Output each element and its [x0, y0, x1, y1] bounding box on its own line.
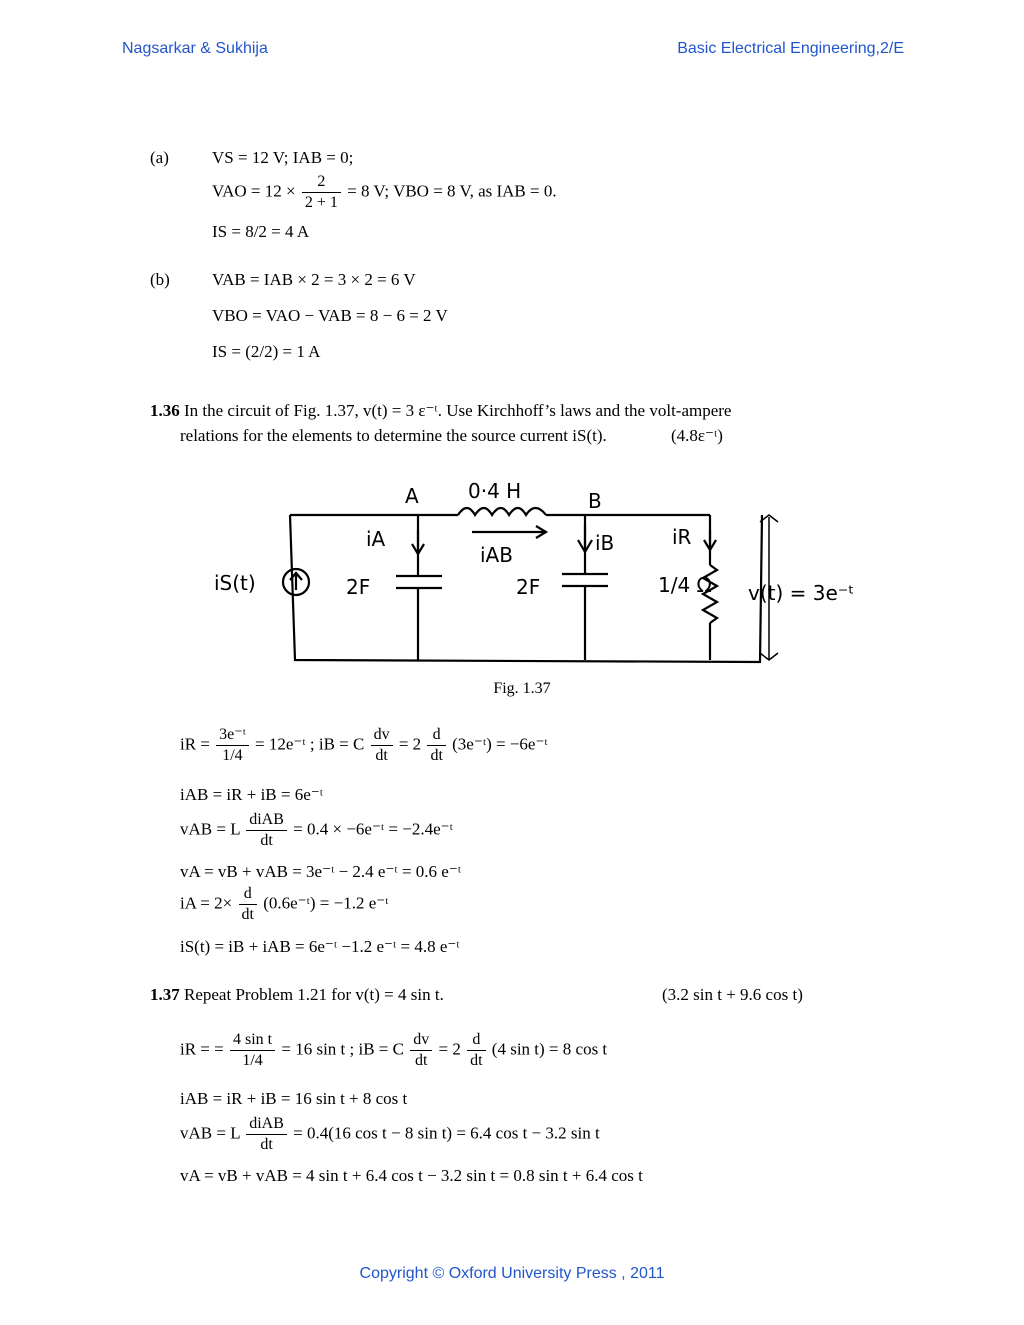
part-a-line3: IS = 8/2 = 4 A — [212, 222, 310, 241]
sol136-line3: vAB = L $\frac{\text{diAB}}{dt}$ = 0.4 × −6e⁻ᵗ = −2.4e⁻ᵗ — [180, 811, 453, 849]
part-a-line2: VAO = 12 × $\frac{2}{2 + 1}$ = 8 V; VBO = 8 V, as IAB = 0. — [212, 173, 557, 211]
sol137-line1: iR = = $\frac{\text{4 sin t}}{1/4}$ = 16 sin t ; iB = C $\frac{dv}{dt}$ = 2 $\frac{d}{dt}$ (4 sin t) = 8 cos t — [180, 1031, 608, 1069]
circuit-diagram — [200, 470, 880, 680]
problem-137: 1.37 Repeat Problem 1.21 for v(t) = 4 sin t. — [150, 985, 444, 1004]
i-b-label: iB — [595, 531, 615, 555]
sol136-line6: iS(t) = iB + iAB = 6e⁻ᵗ −1.2 e⁻ᵗ = 4.8 e⁻ᵗ — [180, 937, 460, 956]
resistor-label: 1/4 Ω — [658, 573, 712, 597]
part-a-label: (a) — [150, 148, 169, 167]
part-a-line1: VS = 12 V; IAB = 0; — [212, 148, 354, 167]
inductor-label: 0·4 H — [468, 479, 522, 503]
part-b-line1: VAB = IAB × 2 = 3 × 2 = 6 V — [212, 270, 416, 289]
sol136-line1: iR = $\frac{\text{3e⁻ᵗ}}{1/4}$ = 12e⁻ᵗ ; iB = C $\frac{dv}{dt}$ = 2 $\frac{d}{dt}$ (3e⁻ᵗ) = −6e⁻ᵗ — [180, 726, 548, 764]
header-book-title: Basic Electrical Engineering,2/E — [677, 40, 904, 57]
copyright-footer: Copyright © Oxford University Press , 2011 — [359, 1265, 665, 1282]
cap1-label: 2F — [346, 575, 371, 599]
i-a-label: iA — [366, 527, 386, 551]
sol137-line3: vAB = L $\frac{\text{diAB}}{dt}$ = 0.4(16 cos t − 8 sin t) = 6.4 cos t − 3.2 sin t — [180, 1115, 600, 1153]
header-author: Nagsarkar & Sukhija — [122, 40, 268, 57]
i-r-label: iR — [672, 525, 692, 549]
i-ab-label: iAB — [480, 543, 513, 567]
problem-137-answer: (3.2 sin t + 9.6 cos t) — [662, 985, 803, 1004]
sol137-line4: vA = vB + vAB = 4 sin t + 6.4 cos t − 3.2 sin t = 0.8 sin t + 6.4 cos t — [180, 1166, 643, 1185]
figure-caption: Fig. 1.37 — [493, 680, 551, 697]
node-a-label: A — [405, 484, 419, 508]
sol136-line4: vA = vB + vAB = 3e⁻ᵗ − 2.4 e⁻ᵗ = 0.6 e⁻ᵗ — [180, 862, 462, 881]
sol137-line2: iAB = iR + iB = 16 sin t + 8 cos t — [180, 1089, 408, 1108]
part-b-line3: IS = (2/2) = 1 A — [212, 342, 321, 361]
part-b-label: (b) — [150, 270, 170, 289]
sol136-line2: iAB = iR + iB = 6e⁻ᵗ — [180, 785, 323, 804]
sol136-line5: iA = 2× $\frac{d}{dt}$ (0.6e⁻ᵗ) = −1.2 e⁻ᵗ — [180, 885, 389, 923]
source-label: iS(t) — [214, 571, 256, 595]
part-b-line2: VBO = VAO − VAB = 8 − 6 = 2 V — [212, 306, 448, 325]
voltage-label: v(t) = 3e⁻ᵗ — [748, 581, 855, 605]
problem-136: 1.36 In the circuit of Fig. 1.37, v(t) = 3 ε⁻ᵗ. Use Kirchhoff’s laws and the volt-ampere relations for the elements to determine the source current iS(t). (4.8ε⁻ᵗ) — [150, 401, 732, 445]
cap2-label: 2F — [516, 575, 541, 599]
node-b-label: B — [588, 489, 602, 513]
